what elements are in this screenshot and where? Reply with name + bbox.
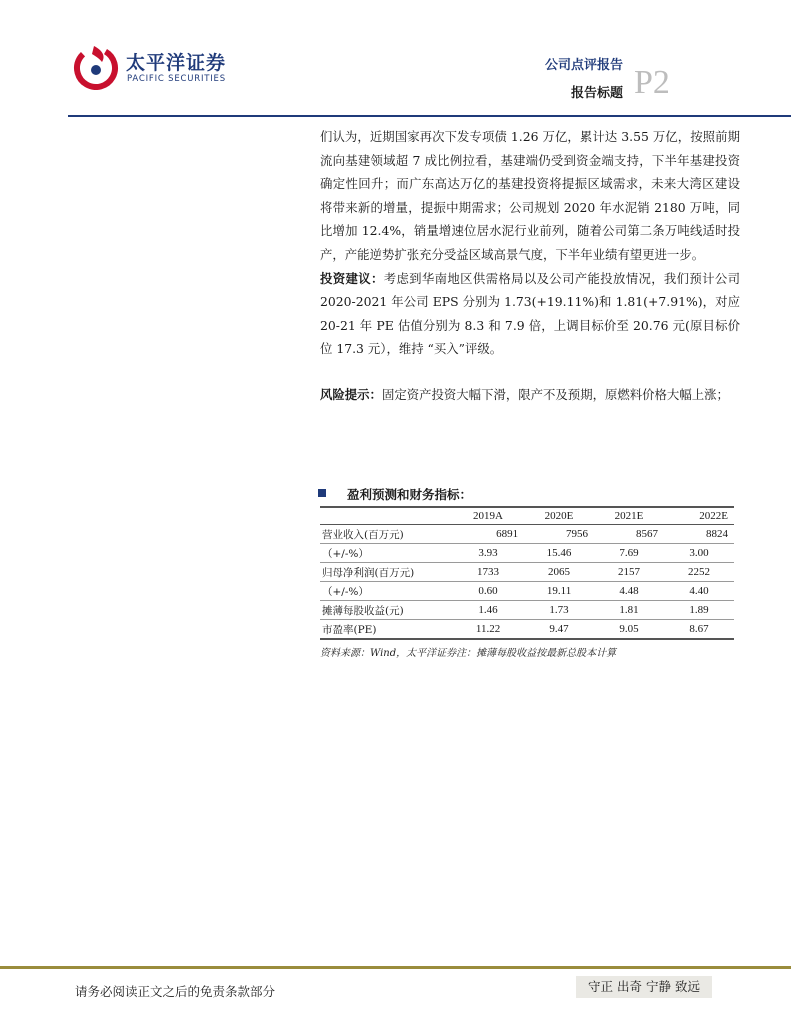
table-cell: 1.81 [594, 601, 664, 620]
table-header-2021e: 2021E [594, 507, 664, 525]
table-cell: 1.46 [452, 601, 524, 620]
paragraph-gap [320, 361, 740, 383]
table-cell: 3.00 [664, 544, 734, 563]
table-cell: 9.05 [594, 620, 664, 640]
table-title [320, 485, 734, 503]
pacific-securities-logo-icon [72, 42, 120, 90]
table-cell: 2157 [594, 563, 664, 582]
table-cell: 1.89 [664, 601, 734, 620]
company-logo [72, 40, 252, 96]
table-cell: 19.11 [524, 582, 594, 601]
square-bullet-icon [318, 489, 326, 497]
table-cell: 1.73 [524, 601, 594, 620]
table-cell: 4.48 [594, 582, 664, 601]
table-cell: 2065 [524, 563, 594, 582]
table-cell: 0.60 [452, 582, 524, 601]
table-cell: 11.22 [452, 620, 524, 640]
table-cell: 4.40 [664, 582, 734, 601]
table-source-note: 资料来源：Wind，太平洋证券注：摊薄每股收益按最新总股本计算 [320, 648, 617, 659]
row-label: 市盈率(PE) [320, 620, 452, 640]
table-cell: 3.93 [452, 544, 524, 563]
analysis-paragraph: 们认为，近期国家再次下发专项债 1.26 万亿，累计达 3.55 万亿，按照前期流向基建领域超 7 成比例拉看，基建端仍受到资金端支持，下半年基建投资确定性回升；而广东高达万亿的基建投资将提振区域需求，未来大湾区建设将带来新的增量，提振中期需求；公司规划 2020 年水泥销 2180 万吨，同比增加 12.4%，销量增速位居水泥行业前列，随着公司第二条万吨线适时投产，产能逆势扩张充分受益区域高景气度，下半年业绩有望更进一步。 [320, 129, 740, 262]
logo-english-name: PACIFIC SECURITIES [127, 74, 226, 84]
row-label: （+/-%） [320, 582, 452, 601]
table-header-2019a: 2019A [452, 507, 524, 525]
report-type: 公司点评报告 [544, 58, 623, 73]
table-row [320, 563, 734, 582]
financial-forecast-section [320, 485, 734, 659]
table-cell: 8567 [594, 525, 664, 544]
table-cell: 2252 [664, 563, 734, 582]
row-label: （+/-%） [320, 544, 452, 563]
table-cell: 1733 [452, 563, 524, 582]
header-divider [68, 115, 791, 117]
table-cell: 8824 [664, 525, 734, 544]
table-cell: 7.69 [594, 544, 664, 563]
table-cell: 7956 [524, 525, 594, 544]
financial-forecast-table [320, 506, 734, 640]
table-row [320, 525, 734, 544]
footer-motto: 守正 出奇 宁静 致远 [576, 976, 712, 998]
table-header-2022e: 2022E [664, 507, 734, 525]
report-body [320, 125, 740, 407]
table-row [320, 544, 734, 563]
risk-warning-label: 风险提示： [320, 386, 382, 402]
footer-disclaimer: 请务必阅读正文之后的免责条款部分 [75, 984, 276, 999]
row-label: 归母净利润(百万元) [320, 563, 452, 582]
report-title: 报告标题 [570, 86, 623, 101]
table-cell: 6891 [452, 525, 524, 544]
table-header-row [320, 507, 734, 525]
table-header-label [320, 507, 452, 525]
table-cell: 15.46 [524, 544, 594, 563]
table-title-text: 盈利预测和财务指标： [347, 487, 473, 502]
investment-advice-label: 投资建议： [320, 270, 384, 286]
table-row [320, 582, 734, 601]
row-label: 营业收入(百万元) [320, 525, 452, 544]
investment-advice-paragraph [320, 267, 740, 361]
table-cell: 9.47 [524, 620, 594, 640]
footer-divider [0, 966, 791, 969]
table-header-2020e: 2020E [524, 507, 594, 525]
logo-chinese-name: 太平洋证券 [126, 52, 227, 74]
page-number: P2 [634, 64, 670, 101]
table-row [320, 620, 734, 640]
table-cell: 8.67 [664, 620, 734, 640]
table-row [320, 601, 734, 620]
risk-warning-text: 固定资产投资大幅下滑，限产不及预期，原燃料价格大幅上涨； [381, 386, 729, 402]
risk-warning-paragraph [320, 383, 740, 407]
investment-advice-text: 考虑到华南地区供需格局以及公司产能投放情况，我们预计公司 2020-2021 年公司 EPS 分别为 1.73(+19.11%)和 1.81(+7.91%)，对应 20-21 年 PE 估值分别为 8.3 和 7.9 倍，上调目标价至 20.76 元(原目标价位 17.3 元），维持 “买入”评级。 [320, 270, 741, 357]
row-label: 摊薄每股收益(元) [320, 601, 452, 620]
